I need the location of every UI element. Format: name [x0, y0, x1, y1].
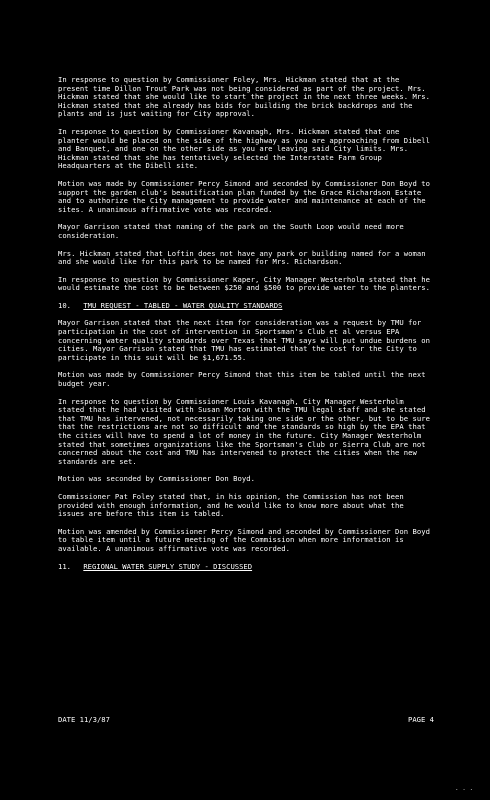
footer-page-number: PAGE 4: [408, 715, 434, 724]
paragraph: In response to question by Commissioner Kaper, City Manager Westerholm stated that he would estimate the cost to be between $250 and $500 to provide water to the planters.: [58, 274, 431, 293]
section-heading-10: [58, 302, 434, 311]
paragraph: Commissioner Pat Foley stated that, in his opinion, the Commission has not been provided with enough information, and he would like to know more about what the issues are before this item is tabled.: [58, 491, 404, 519]
footer-date: DATE 11/3/87: [58, 715, 110, 724]
paragraph: Mayor Garrison stated that the next item for consideration was a request by TMU for participation in the cost of intervention in Sportsman's Club et al versus EPA concerning water quality standards over Texas that TMU says will put undue burdens on cities. Mayor Garrison stated that TMU has estimated that the cost for the City to participate in this suit will be $1,671.55.: [58, 318, 431, 362]
paragraph: In response to question by Commissioner Foley, Mrs. Hickman stated that at the present time Dillon Trout Park was not being considered as part of the project. Mrs. Hickman stated that she would like to start the project in the next three weeks. Mrs. Hickman stated that she already has bids for building the brick backdrops and the plants and is just waiting for City approval.: [58, 75, 431, 119]
paragraph: Motion was made by Commissioner Percy Simond that this item be tabled until the next budget year.: [58, 370, 426, 389]
paragraph: Motion was made by Commissioner Percy Simond and seconded by Commissioner Don Boyd to support the garden club's beautification plan funded by the Grace Richardson Estate and to authorize the City management to provide water and maintenance at each of the sites. A unanimous affirmative vote was recorded.: [58, 178, 431, 214]
paragraph: Mayor Garrison stated that naming of the park on the South Loop would need more consideration.: [58, 222, 404, 240]
paragraph: Mrs. Hickman stated that Loftin does not have any park or building named for a woman and she would like for this park to be named for Mrs. Richardson.: [58, 248, 426, 267]
paragraph: Motion was seconded by Commissioner Don Boyd.: [58, 474, 255, 484]
paragraph: In response to question by Commissioner Kavanagh, Mrs. Hickman stated that one planter would be placed on the side of the highway as you are approaching from Dibell and Banquet, and one on the other side as you are leaving said City limits. Mrs. Hickman stated that she has tentatively selected the Interstate Farm Group Headquarters at the Dibell site.: [58, 126, 431, 171]
section-number: 11.: [58, 561, 71, 571]
scan-mark: . . .: [455, 785, 474, 792]
section-heading-11: [58, 563, 434, 572]
paragraph: Motion was amended by Commissioner Percy Simond and seconded by Commissioner Don Boyd to table item until a future meeting of the Commission when more information is available. A unanimous affirmative vote was recorded.: [58, 526, 431, 553]
section-title: REGIONAL WATER SUPPLY STUDY - DISCUSSED: [83, 561, 253, 571]
paragraph: In response to question by Commissioner Louis Kavanagh, City Manager Westerholm stated that he had visited with Susan Morton with the TMU legal staff and she stated that TMU has intervened, not necessarily taking one side or the other, but to be sure that the restrictions are not so difficult and the standards so high by the EPA that the cities will have to spend a lot of money in the future. City Manager Westerholm stated that sometimes organizations like the Sportsman's Club or Sierra Club are not concerned about the cost and TMU has intervened to protect the cities when the new standards are set.: [58, 396, 431, 466]
minutes-body: [58, 76, 434, 580]
section-number: 10.: [58, 300, 71, 310]
section-title: TMU REQUEST - TABLED - WATER QUALITY STANDARDS: [83, 300, 283, 310]
